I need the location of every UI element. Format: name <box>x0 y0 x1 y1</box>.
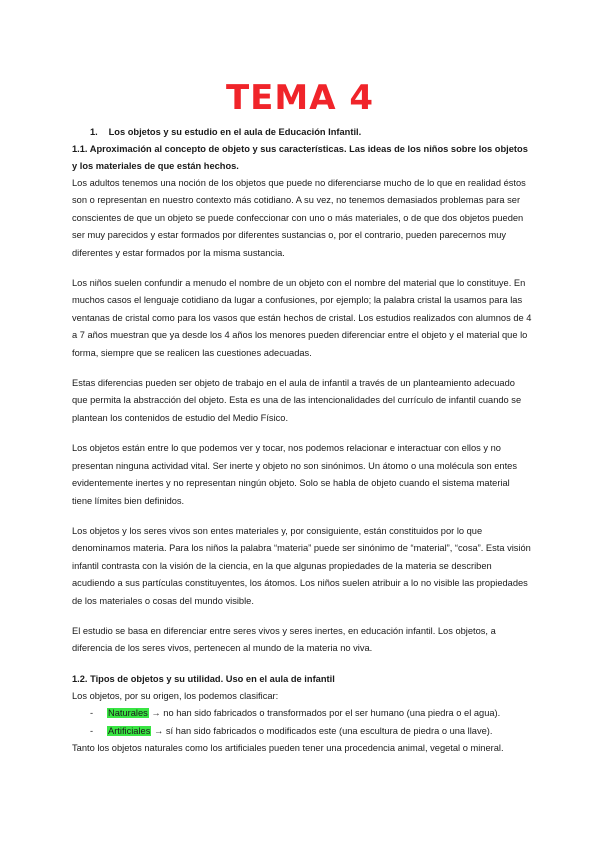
highlighted-term: Artificiales <box>108 725 151 736</box>
section-heading-text: Los objetos y su estudio en el aula de Educación Infantil. <box>108 127 362 137</box>
list-bullet: - <box>90 725 94 736</box>
closing-paragraph: Tanto los objetos naturales como los artificiales pueden tener una procedencia animal, vegetal o mineral. <box>72 742 504 753</box>
paragraph: Estas diferencias pueden ser objeto de trabajo en el aula de infantil a través de un planteamiento adecuado que permita la abstracción del objeto. Esta es una de las intencionalidades del currículo de infantil cuando se plantean los contenidos de estudio del Medio Físico. <box>72 378 522 423</box>
list-intro: Los objetos, por su origen, los podemos clasificar: <box>72 690 279 701</box>
paragraph: El estudio se basa en diferenciar entre seres vivos y seres inertes, en educación infantil. Los objetos, a diferencia de los seres vivos, pertenecen al mundo de la materia no viva. <box>72 625 496 654</box>
list-item-text: sí han sido fabricados o modificados este (una escultura de piedra o una llave). <box>163 725 493 736</box>
section-number: 1. <box>90 127 98 137</box>
origin-list <box>72 705 532 740</box>
list-bullet: - <box>90 708 94 719</box>
arrow-glyph: → <box>151 708 161 719</box>
subsection-heading-1-2: 1.2. Tipos de objetos y su utilidad. Uso en el aula de infantil <box>72 673 335 684</box>
paragraph: Los objetos están entre lo que podemos ver y tocar, nos podemos relacionar e interactuar con ellos y no presentan ninguna actividad vital. Ser inerte y objeto no son sinónimos. Un átomo o una molécula son entes evidentemente inertes y no representan ningún objeto. Solo se habla de objeto cuando el sistema material tiene límites bien definidos. <box>72 443 517 506</box>
list-item <box>72 705 532 722</box>
document-body <box>72 124 532 757</box>
paragraph: Los niños suelen confundir a menudo el nombre de un objeto con el nombre del material que lo constituye. En muchos casos el lenguaje cotidiano da lugar a confusiones, por ejemplo; la palabra cristal la usamos para las ventanas de cristal como para los vasos que están hechos de cristal. Los estudios realizados con alumnos de 4 a 7 años muestran que ya desde los 4 años los menores pueden diferenciar entre el objeto y el material que lo forma, siempre que se realicen las cuestiones adecuadas. <box>72 278 532 358</box>
paragraph: Los objetos y los seres vivos son entes materiales y, por consiguiente, están constituidos por lo que denominamos materia. Para los niños la palabra “materia” puede ser sinónimo de “material”, “cosa”. Esta visión infantil contrasta con la visión de la ciencia, en la que algunas propiedades de la materia se describen acudiendo a sus partículas constituyentes, los átomos. Los niños suelen atribuir a lo no visible las propiedades de los materiales o cosas del mundo visible. <box>72 525 531 606</box>
highlighted-term: Naturales <box>108 708 148 719</box>
subsection-heading-1-1: 1.1. Aproximación al concepto de objeto y sus características. Las ideas de los niños sobre los objetos y los materiales de que están hechos. <box>72 144 528 171</box>
list-item-text: no han sido fabricados o transformados por el ser humano (una piedra o el agua). <box>160 708 501 719</box>
section-heading-1 <box>72 124 532 141</box>
page-title: TEMA 4 <box>225 78 375 118</box>
paragraph: Los adultos tenemos una noción de los objetos que puede no diferenciarse mucho de lo que en realidad éstos son o representan en nuestro contexto más cotidiano. A su vez, no tenemos demasiados problemas para ser conscientes de que un objeto se puede confeccionar con uno o más materiales, o de que dos objetos pueden ser muy parecidos y estar formados por diferentes sustancias o, por el contrario, pueden parecernos muy diferentes y estar formados por la misma sustancia. <box>72 178 526 258</box>
list-item <box>72 723 532 740</box>
arrow-glyph: → <box>153 725 164 736</box>
